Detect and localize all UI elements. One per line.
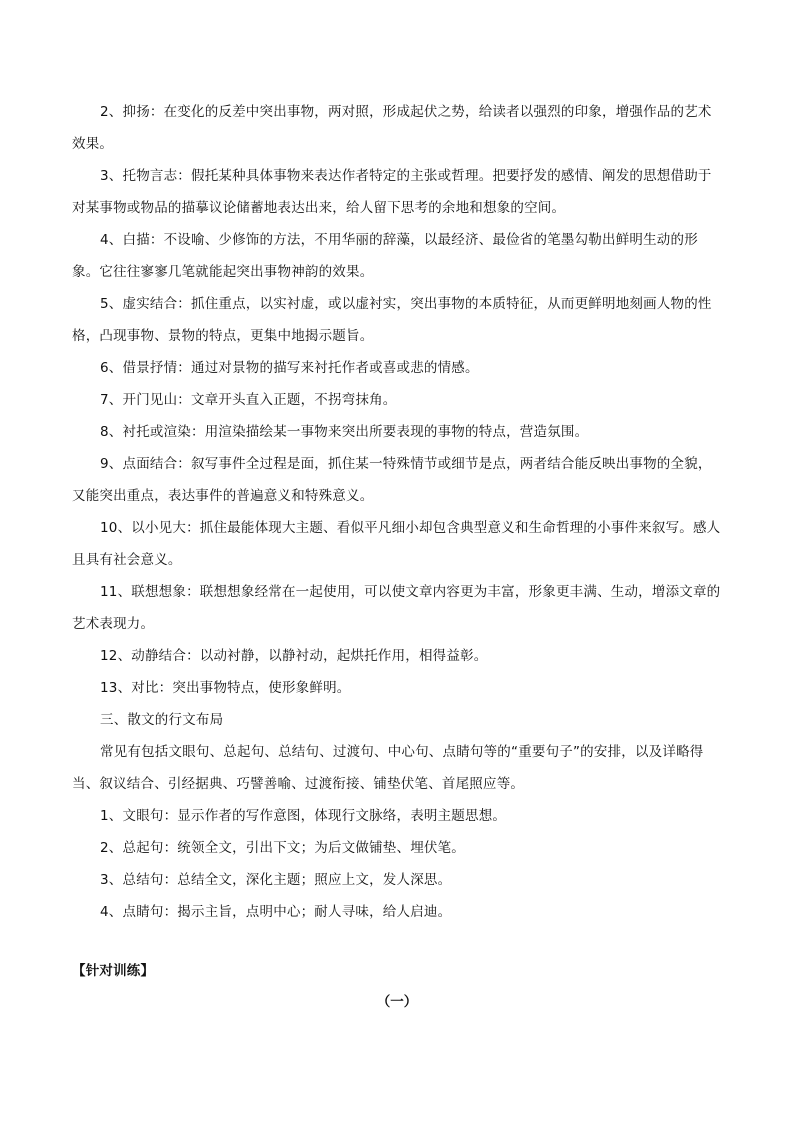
paragraph-technique-contrast: 2、抑扬：在变化的反差中突出事物，两对照，形成起伏之势，给读者以强烈的印象，增强作品的艺术效果。: [72, 104, 712, 152]
paragraph-technique-point-surface: 9、点面结合：叙写事件全过程是面，抓住某一特殊情节或细节是点，两者结合能反映出事物的全貌，又能突出重点，表达事件的普遍意义和特殊意义。: [72, 456, 712, 504]
paragraph-layout-summary-sentence: 3、总结句：总结全文，深化主题；照应上文，发人深思。: [100, 872, 452, 888]
paragraph-technique-direct-opening: 7、开门见山：文章开头直入正题，不拐弯抹角。: [100, 392, 397, 408]
paragraph-layout-opening-sentence: 2、总起句：统领全文，引出下文；为后文做铺垫、埋伏笔。: [100, 840, 465, 856]
training-heading: 【针对训练】: [72, 963, 155, 979]
paragraph-technique-sketch: 4、白描：不设喻、少修饰的方法，不用华丽的辞藻，以最经济、最俭省的笔墨勾勒出鲜明生动的形象。它往往寥寥几笔就能起突出事物神韵的效果。: [72, 232, 698, 280]
paragraph-technique-comparison: 13、对比：突出事物特点，使形象鲜明。: [100, 680, 351, 696]
paragraph-technique-symbolism: 3、托物言志：假托某种具体事物来表达作者特定的主张或哲理。把要抒发的感情、阐发的思想借助于对某事物或物品的描摹议论储蓄地表达出来，给人留下思考的余地和想象的空间。: [72, 168, 712, 216]
paragraph-technique-motion-stillness: 12、动静结合：以动衬静，以静衬动，起烘托作用，相得益彰。: [100, 648, 488, 664]
paragraph-technique-scenery: 6、借景抒情：通过对景物的描写来衬托作者或喜或悲的情感。: [100, 360, 479, 376]
paragraph-technique-foil: 8、衬托或渲染：用渲染描绘某一事物来突出所要表现的事物的特点，营造氛围。: [100, 424, 589, 440]
paragraph-layout-eye-sentence: 1、文眼句：显示作者的写作意图，体现行文脉络，表明主题思想。: [100, 808, 507, 824]
section-number: （一）: [376, 994, 418, 1010]
paragraph-technique-real-virtual: 5、虚实结合：抓住重点，以实衬虚，或以虚衬实，突出事物的本质特征，从而更鲜明地刻画人物的性格，凸现事物、景物的特点，更集中地揭示题旨。: [72, 296, 712, 344]
paragraph-layout-key-sentence: 4、点睛句：揭示主旨，点明中心；耐人寻味，给人启迪。: [100, 904, 452, 920]
paragraph-layout-intro: 常见有包括文眼句、总起句、总结句、过渡句、中心句、点睛句等的“重要句子”的安排，以及详略得当、叙议结合、引经据典、巧譬善喻、过渡衔接、铺垫伏笔、首尾照应等。: [72, 744, 704, 792]
paragraph-technique-association: 11、联想想象：联想想象经常在一起使用，可以使文章内容更为丰富，形象更丰满、生动，增添文章的艺术表现力。: [72, 584, 721, 632]
paragraph-technique-small-to-big: 10、以小见大：抓住最能体现大主题、看似平凡细小却包含典型意义和生命哲理的小事件来叙写。感人且具有社会意义。: [72, 520, 721, 568]
section-heading-layout: 三、散文的行文布局: [100, 712, 224, 728]
